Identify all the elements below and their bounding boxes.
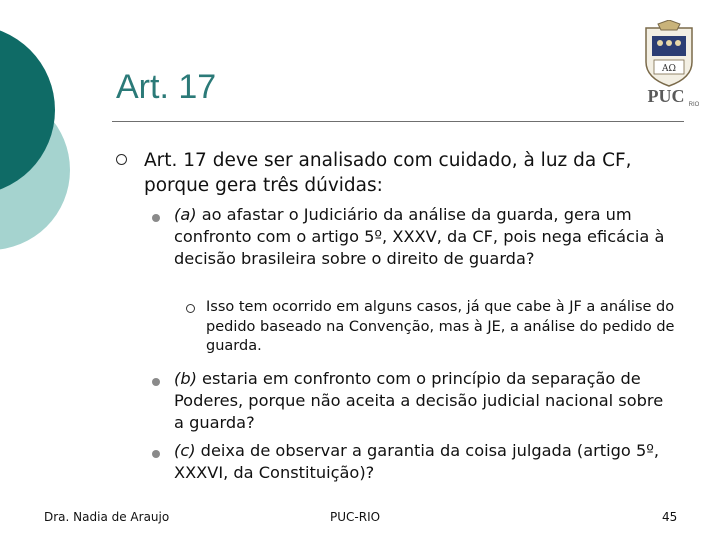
page-number: 45	[662, 510, 678, 524]
puc-rio-logo	[636, 20, 702, 110]
bullet-dot-icon	[152, 450, 160, 458]
sub-bullet-c	[174, 440, 674, 484]
title-divider	[112, 121, 684, 122]
bullet-dot-icon	[152, 378, 160, 386]
sub-sub-bullet-text: Isso tem ocorrido em alguns casos, já que cabe à JF a análise do pedido baseado na Convenção, mas à JE, a análise do pedido de guarda.	[206, 299, 675, 354]
svg-text:PUC: PUC	[647, 86, 685, 106]
sub-bullet-tag: (c)	[174, 441, 196, 460]
slide-title: Art. 17	[116, 68, 217, 106]
bullet-ring-small-icon	[186, 304, 195, 313]
bullet-dot-icon	[152, 214, 160, 222]
sub-bullet-tag: (a)	[174, 205, 197, 224]
svg-text:ΑΩ: ΑΩ	[662, 64, 676, 74]
svg-text:RIO: RIO	[688, 102, 700, 108]
footer-author: Dra. Nadia de Araujo	[44, 510, 170, 524]
sub-bullet-text: ao afastar o Judiciário da análise da guarda, gera um confronto com o artigo 5º, XXXV, da CF, pois nega eficácia à decisão brasileira sobre o direito de guarda?	[174, 205, 665, 268]
bullet-ring-icon	[116, 154, 127, 165]
sub-bullet-text: deixa de observar a garantia da coisa julgada (artigo 5º, XXXVI, da Constituição)?	[174, 441, 660, 482]
footer-institution: PUC-RIO	[330, 510, 381, 524]
sub-bullet-text: estaria em confronto com o princípio da separação de Poderes, porque não aceita a decisão judicial nacional sobre a guarda?	[174, 369, 664, 432]
sub-bullet-tag: (b)	[174, 369, 197, 388]
sub-bullet-a	[174, 204, 674, 270]
sub-bullet-b	[174, 368, 674, 434]
main-bullet-text: Art. 17 deve ser analisado com cuidado, à luz da CF, porque gera três dúvidas:	[144, 150, 632, 196]
